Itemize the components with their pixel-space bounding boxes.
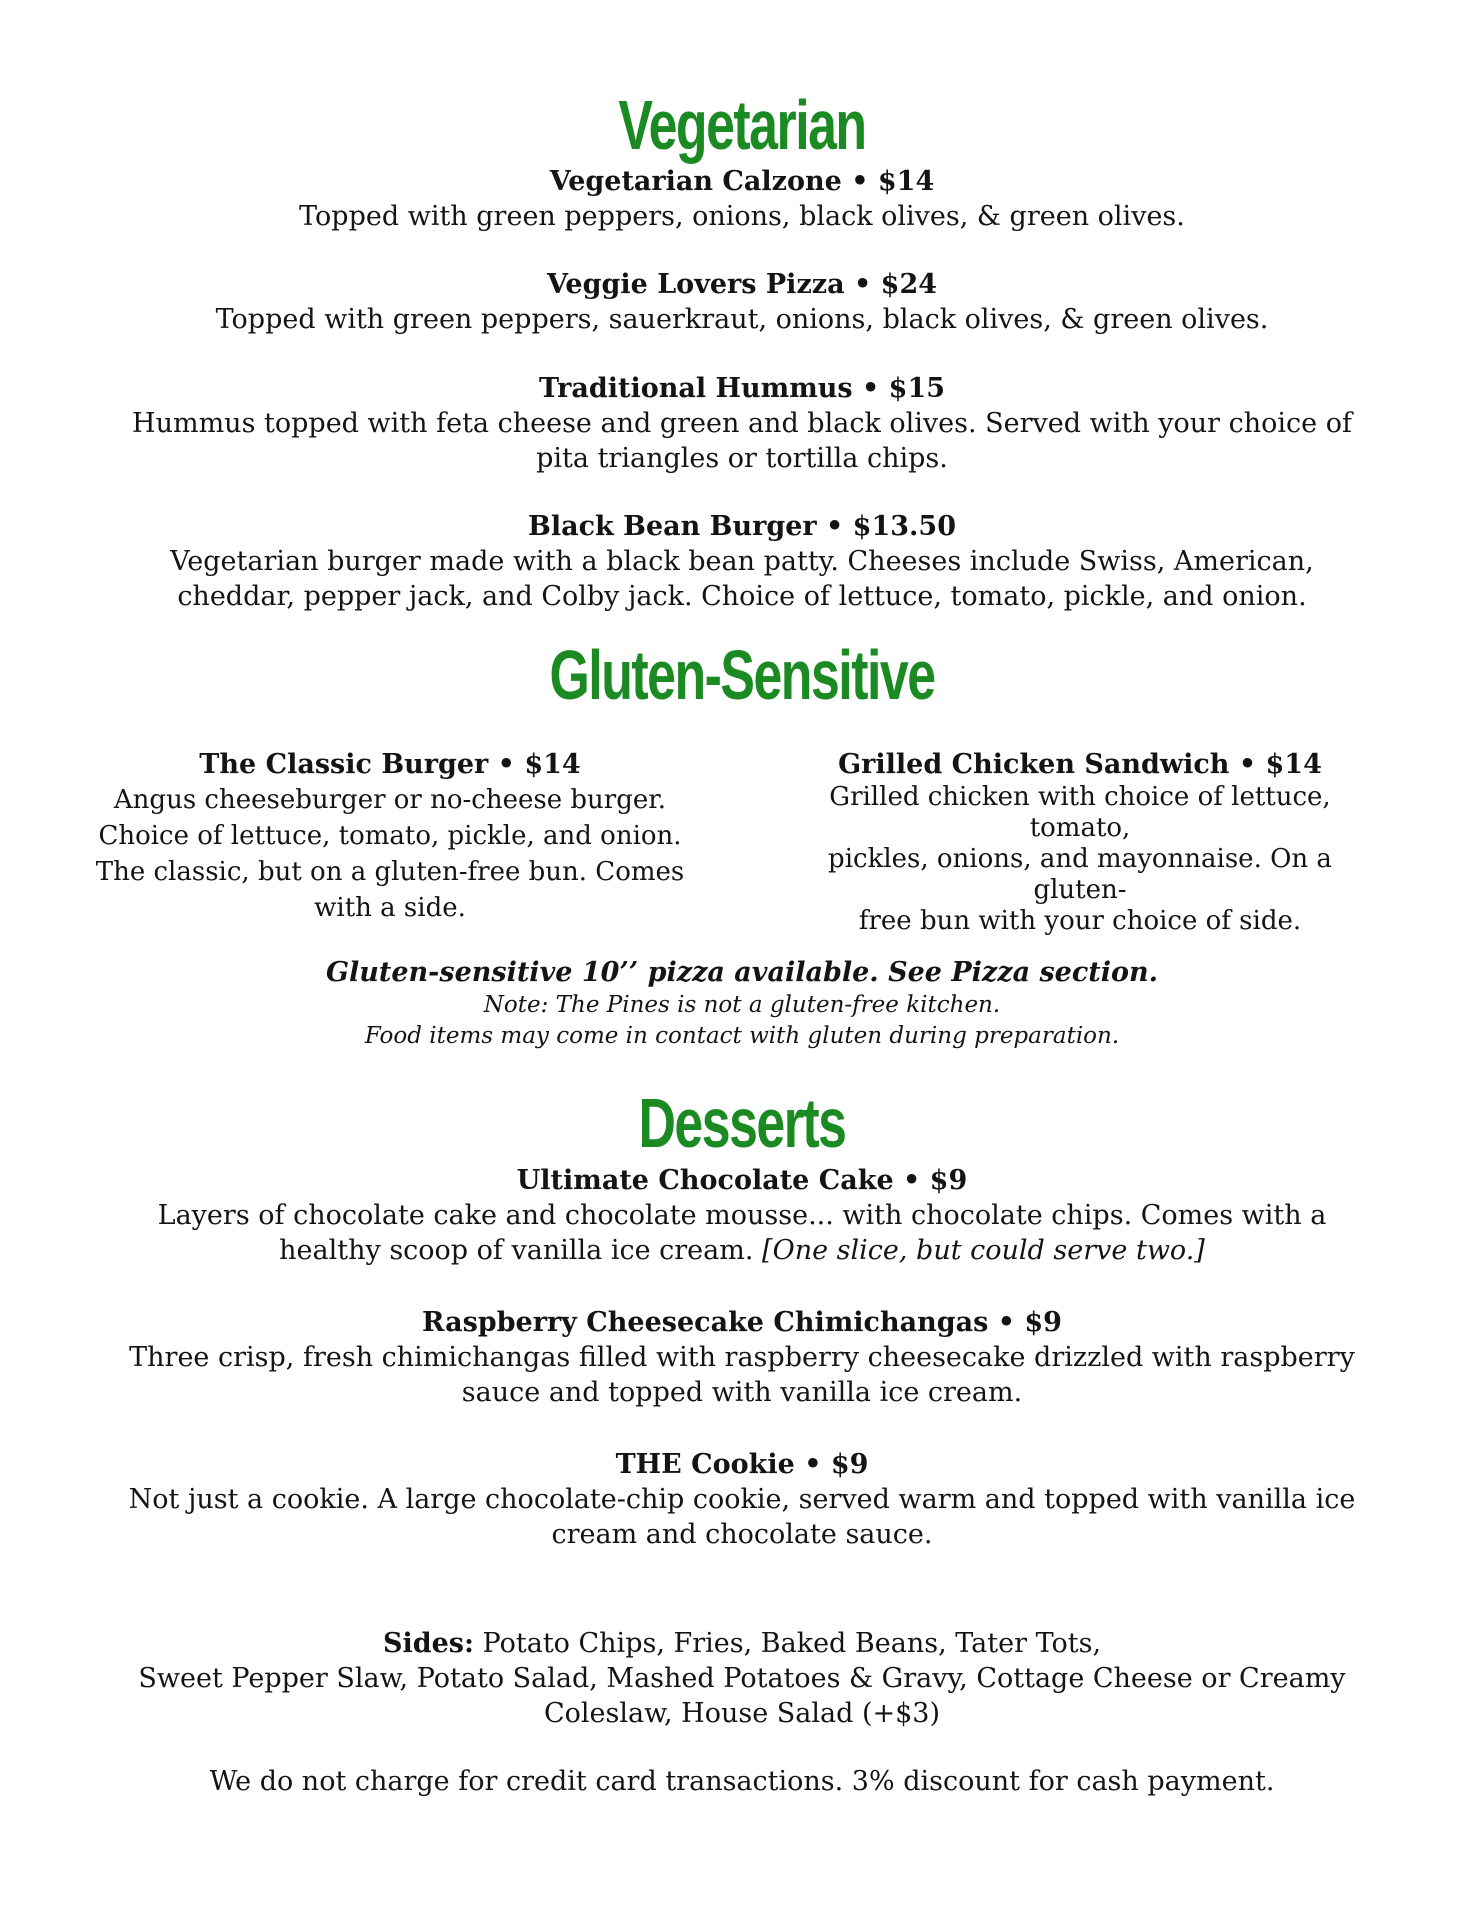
kitchen-note-line1: Note: The Pines is not a gluten-free kitchen. bbox=[483, 992, 1001, 1018]
vegetarian-title: Vegetarian bbox=[618, 86, 866, 164]
item-desc-line1: Layers of chocolate cake and chocolate mousse... with chocolate chips. Comes with a bbox=[157, 1200, 1327, 1231]
item-name: Black Bean Burger • $13.50 bbox=[528, 511, 956, 542]
item-desc-line2: pita triangles or tortilla chips. bbox=[536, 443, 948, 474]
item-desc-aside: [One slice, but could serve two.] bbox=[762, 1235, 1205, 1266]
item-desc: Topped with green peppers, onions, black olives, & green olives. bbox=[299, 201, 1185, 232]
gluten-sensitive-title: Gluten-Sensitive bbox=[549, 636, 935, 714]
sides-label: Sides: bbox=[382, 1628, 474, 1659]
vegetarian-item bbox=[0, 268, 1484, 337]
sides-list: Potato Chips, Fries, Baked Beans, Tater Tots, bbox=[482, 1628, 1102, 1659]
payment-note bbox=[0, 1764, 1484, 1799]
vegetarian-item bbox=[0, 510, 1484, 614]
vegetarian-item bbox=[0, 165, 1484, 234]
dessert-item bbox=[0, 1448, 1484, 1552]
item-desc-line1: Not just a cookie. A large chocolate-chip cookie, served warm and topped with vanilla ice bbox=[128, 1484, 1356, 1515]
item-desc-line3: free bun with your choice of side. bbox=[858, 906, 1302, 936]
item-desc-line2 bbox=[0, 1233, 1484, 1268]
dessert-item bbox=[0, 1164, 1484, 1268]
payment-note-text: We do not charge for credit card transactions. 3% discount for cash payment. bbox=[209, 1766, 1275, 1797]
classic-burger-item bbox=[90, 748, 690, 926]
gluten-note-block bbox=[0, 956, 1484, 1052]
item-name: Traditional Hummus • $15 bbox=[538, 373, 946, 404]
item-desc-line1: Three crisp, fresh chimichangas filled with raspberry cheesecake drizzled with raspberry bbox=[129, 1342, 1355, 1373]
item-name: THE Cookie • $9 bbox=[615, 1449, 869, 1480]
item-name: Raspberry Cheesecake Chimichangas • $9 bbox=[422, 1307, 1062, 1338]
sides-line3: Coleslaw, House Salad (+$3) bbox=[543, 1698, 941, 1729]
item-desc-line1: Vegetarian burger made with a black bean patty. Cheeses include Swiss, American, bbox=[170, 546, 1314, 577]
item-name: Vegetarian Calzone • $14 bbox=[549, 166, 935, 197]
pizza-note: Gluten-sensitive 10’’ pizza available. See Pizza section. bbox=[325, 957, 1159, 988]
dessert-item bbox=[0, 1306, 1484, 1410]
item-desc-line1: Grilled chicken with choice of lettuce, tomato, bbox=[829, 782, 1331, 843]
item-desc-line4: with a side. bbox=[314, 893, 466, 923]
item-name: Veggie Lovers Pizza • $24 bbox=[546, 269, 938, 300]
item-name: Grilled Chicken Sandwich • $14 bbox=[838, 749, 1322, 780]
item-desc-line2: pickles, onions, and mayonnaise. On a gluten- bbox=[828, 844, 1332, 905]
vegetarian-item bbox=[0, 372, 1484, 476]
item-desc-line2: sauce and topped with vanilla ice cream. bbox=[461, 1377, 1023, 1408]
desserts-title: Desserts bbox=[638, 1084, 846, 1162]
item-name: Ultimate Chocolate Cake • $9 bbox=[516, 1165, 968, 1196]
sides-line2: Sweet Pepper Slaw, Potato Salad, Mashed Potatoes & Gravy, Cottage Cheese or Creamy bbox=[138, 1663, 1346, 1694]
item-name: The Classic Burger • $14 bbox=[199, 749, 581, 780]
grilled-chicken-item bbox=[780, 748, 1380, 937]
kitchen-note-line2: Food items may come in contact with gluten during preparation. bbox=[364, 1023, 1120, 1049]
sides-block bbox=[0, 1626, 1484, 1731]
item-desc-line3: The classic, but on a gluten-free bun. Comes bbox=[95, 857, 685, 887]
sides-line1 bbox=[0, 1626, 1484, 1661]
item-desc-line1: Angus cheeseburger or no-cheese burger. bbox=[113, 785, 667, 815]
item-desc-text: healthy scoop of vanilla ice cream. bbox=[279, 1235, 754, 1266]
item-desc-line2: cream and chocolate sauce. bbox=[551, 1519, 933, 1550]
item-desc-line2: cheddar, pepper jack, and Colby jack. Choice of lettuce, tomato, pickle, and onion. bbox=[177, 581, 1307, 612]
item-desc-line2: Choice of lettuce, tomato, pickle, and onion. bbox=[98, 821, 682, 851]
item-desc: Topped with green peppers, sauerkraut, onions, black olives, & green olives. bbox=[215, 304, 1269, 335]
item-desc-line1: Hummus topped with feta cheese and green and black olives. Served with your choice of bbox=[132, 408, 1352, 439]
